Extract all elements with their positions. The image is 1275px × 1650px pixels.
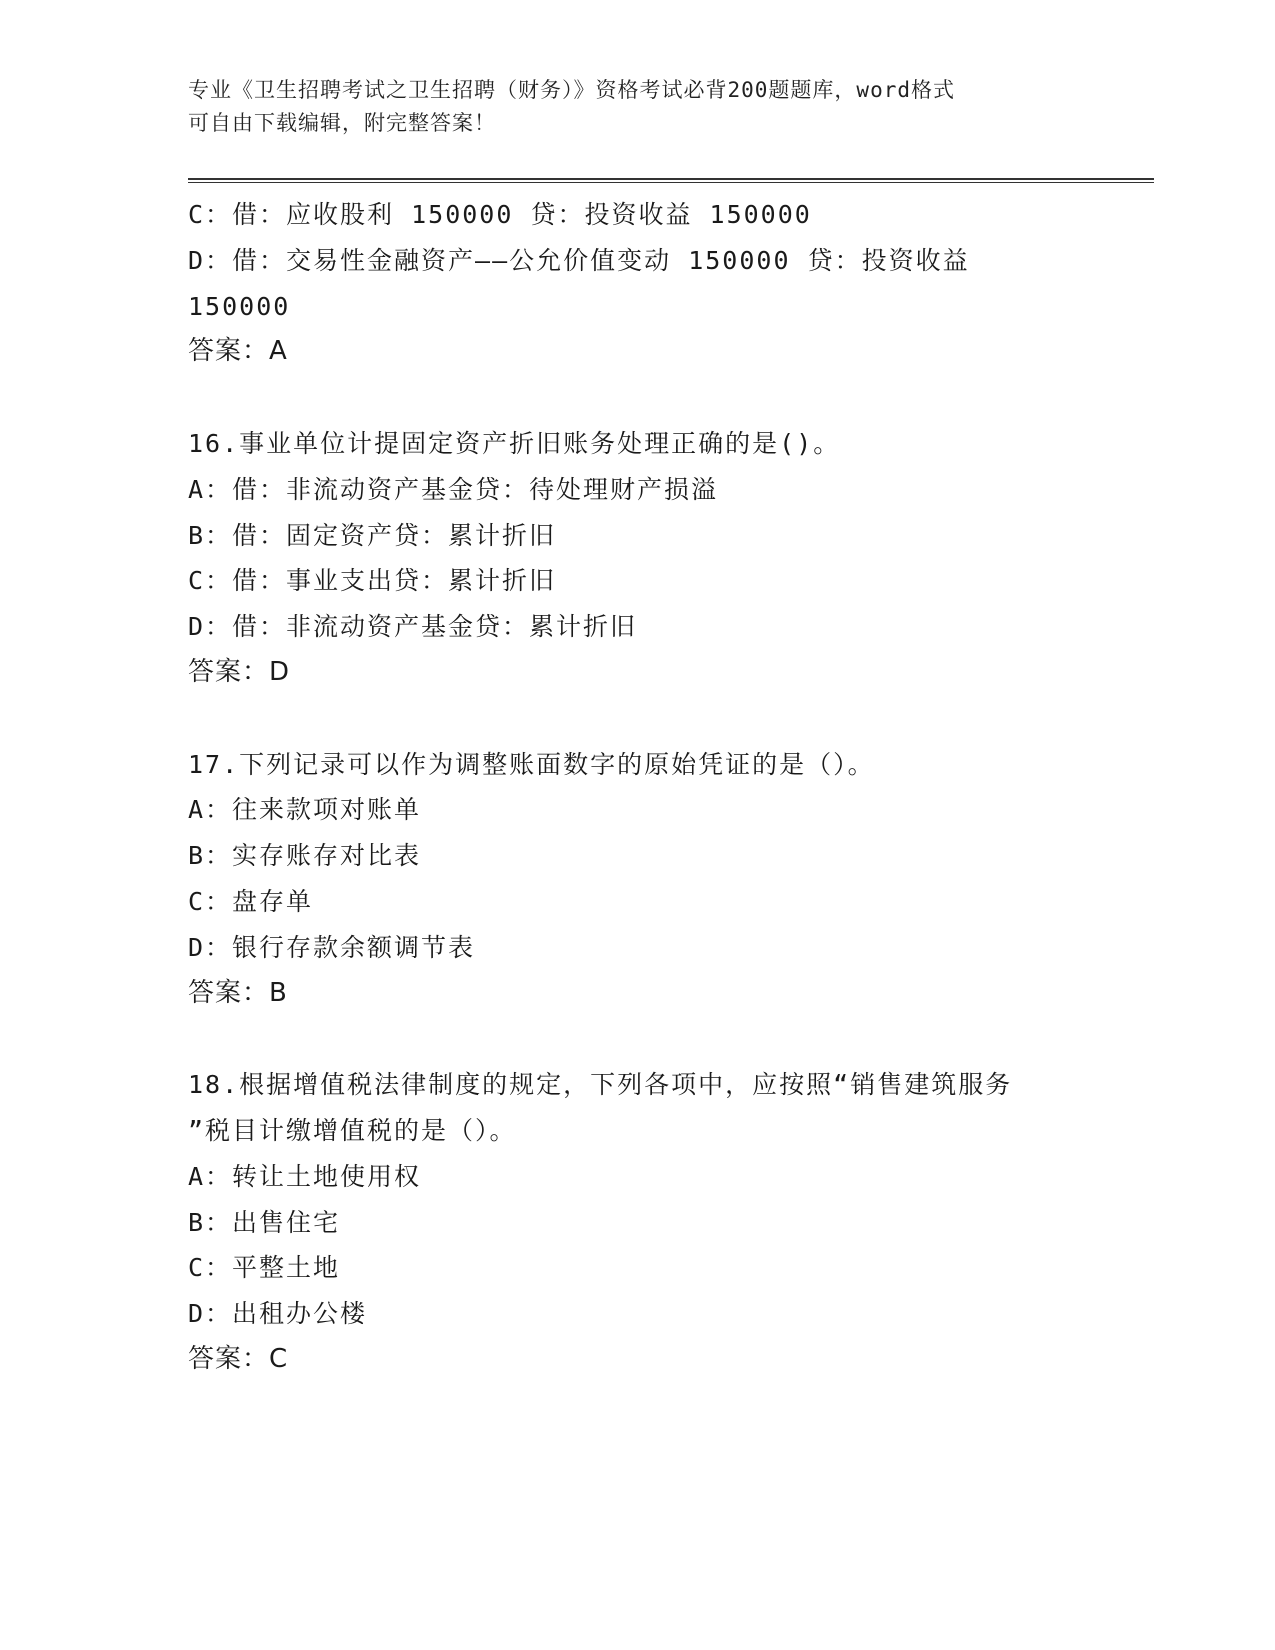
answer-line: 答案：B (188, 977, 288, 1008)
question-content (188, 192, 1088, 1383)
option-d-continued: 150000 (188, 291, 291, 321)
option-b: B：实存账存对比表 (188, 841, 422, 871)
answer-line: 答案：D (188, 656, 291, 687)
option-a: A：转让土地使用权 (188, 1161, 422, 1191)
option-c: C：借：应收股利 150000 贷：投资收益 150000 (188, 200, 812, 229)
answer-line: 答案：C (188, 1343, 289, 1374)
header-title-line-2: 可自由下载编辑，附完整答案！ (188, 111, 496, 135)
option-c: C：盘存单 (188, 886, 314, 916)
spacer (188, 375, 1088, 421)
option-a: A：往来款项对账单 (188, 795, 422, 825)
option-b: B：出售住宅 (188, 1207, 341, 1237)
option-b: B：借：固定资产贷：累计折旧 (188, 520, 557, 550)
document-header (188, 74, 1088, 140)
spacer (188, 696, 1088, 742)
option-d: D：借：非流动资产基金贷：累计折旧 (188, 612, 638, 642)
header-divider (188, 178, 1154, 183)
question-stem: 18.根据增值税法律制度的规定，下列各项中，应按照“销售建筑服务 (188, 1070, 1013, 1100)
spacer (188, 1016, 1088, 1062)
option-c: C：借：事业支出贷：累计折旧 (188, 566, 557, 596)
option-a: A：借：非流动资产基金贷：待处理财产损溢 (188, 474, 719, 504)
question-stem-continued: ”税目计缴增值税的是（）。 (188, 1115, 517, 1145)
question-stem: 16.事业单位计提固定资产折旧账务处理正确的是()。 (188, 428, 841, 458)
answer-line: 答案：A (188, 336, 288, 367)
option-d: D：银行存款余额调节表 (188, 932, 476, 962)
option-c: C：平整土地 (188, 1253, 341, 1283)
option-d: D：出租办公楼 (188, 1299, 368, 1329)
header-title-line-1: 专业《卫生招聘考试之卫生招聘（财务）》资格考试必背200题题库，word格式 (188, 78, 955, 102)
question-stem: 17.下列记录可以作为调整账面数字的原始凭证的是（）。 (188, 749, 875, 779)
option-d: D：借：交易性金融资产——公允价值变动 150000 贷：投资收益 (188, 245, 970, 275)
